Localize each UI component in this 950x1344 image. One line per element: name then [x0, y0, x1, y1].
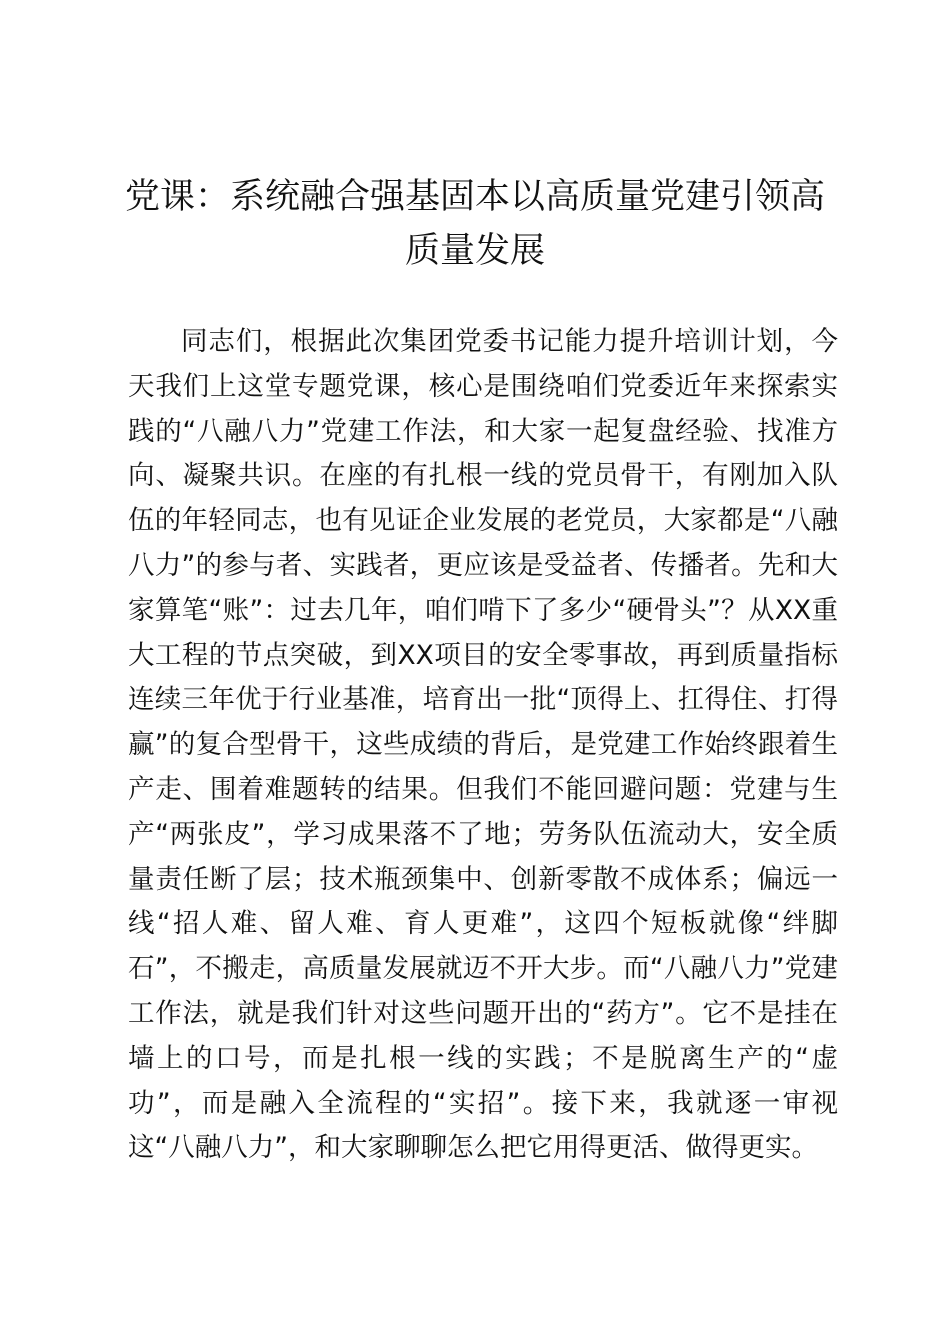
body-paragraph: 同志们，根据此次集团党委书记能力提升培训计划，今天我们上这堂专题党课，核心是围绕咱们党委近年来探索实践的“八融八力”党建工作法，和大家一起复盘经验、找准方向、凝聚共识。在座的有扎根一线的党员骨干，有刚加入队伍的年轻同志，也有见证企业发展的老党员，大家都是“八融八力”的参与者、实践者，更应该是受益者、传播者。先和大家算笔“账”：过去几年，咱们啃下了多少“硬骨头”？从XX重大工程的节点突破，到XX项目的安全零事故，再到质量指标连续三年优于行业基准，培育出一批“顶得上、扛得住、打得赢”的复合型骨干，这些成绩的背后，是党建工作始终跟着生产走、围着难题转的结果。但我们不能回避问题：党建与生产“两张皮”，学习成果落不了地；劳务队伍流动大，安全质量责任断了层；技术瓶颈集中、创新零散不成体系；偏远一线“招人难、留人难、育人更难”，这四个短板就像“绊脚石”，不搬走，高质量发展就迈不开大步。而“八融八力”党建工作法，就是我们针对这些问题开出的“药方”。它不是挂在墙上的口号，而是扎根一线的实践；不是脱离生产的“虚功”，而是融入全流程的“实招”。接下来，我就逐一审视这“八融八力”，和大家聊聊怎么把它用得更活、做得更实。: [128, 326, 838, 1164]
document-title: 党课：系统融合强基固本以高质量党建引领高质量发展: [124, 177, 825, 271]
